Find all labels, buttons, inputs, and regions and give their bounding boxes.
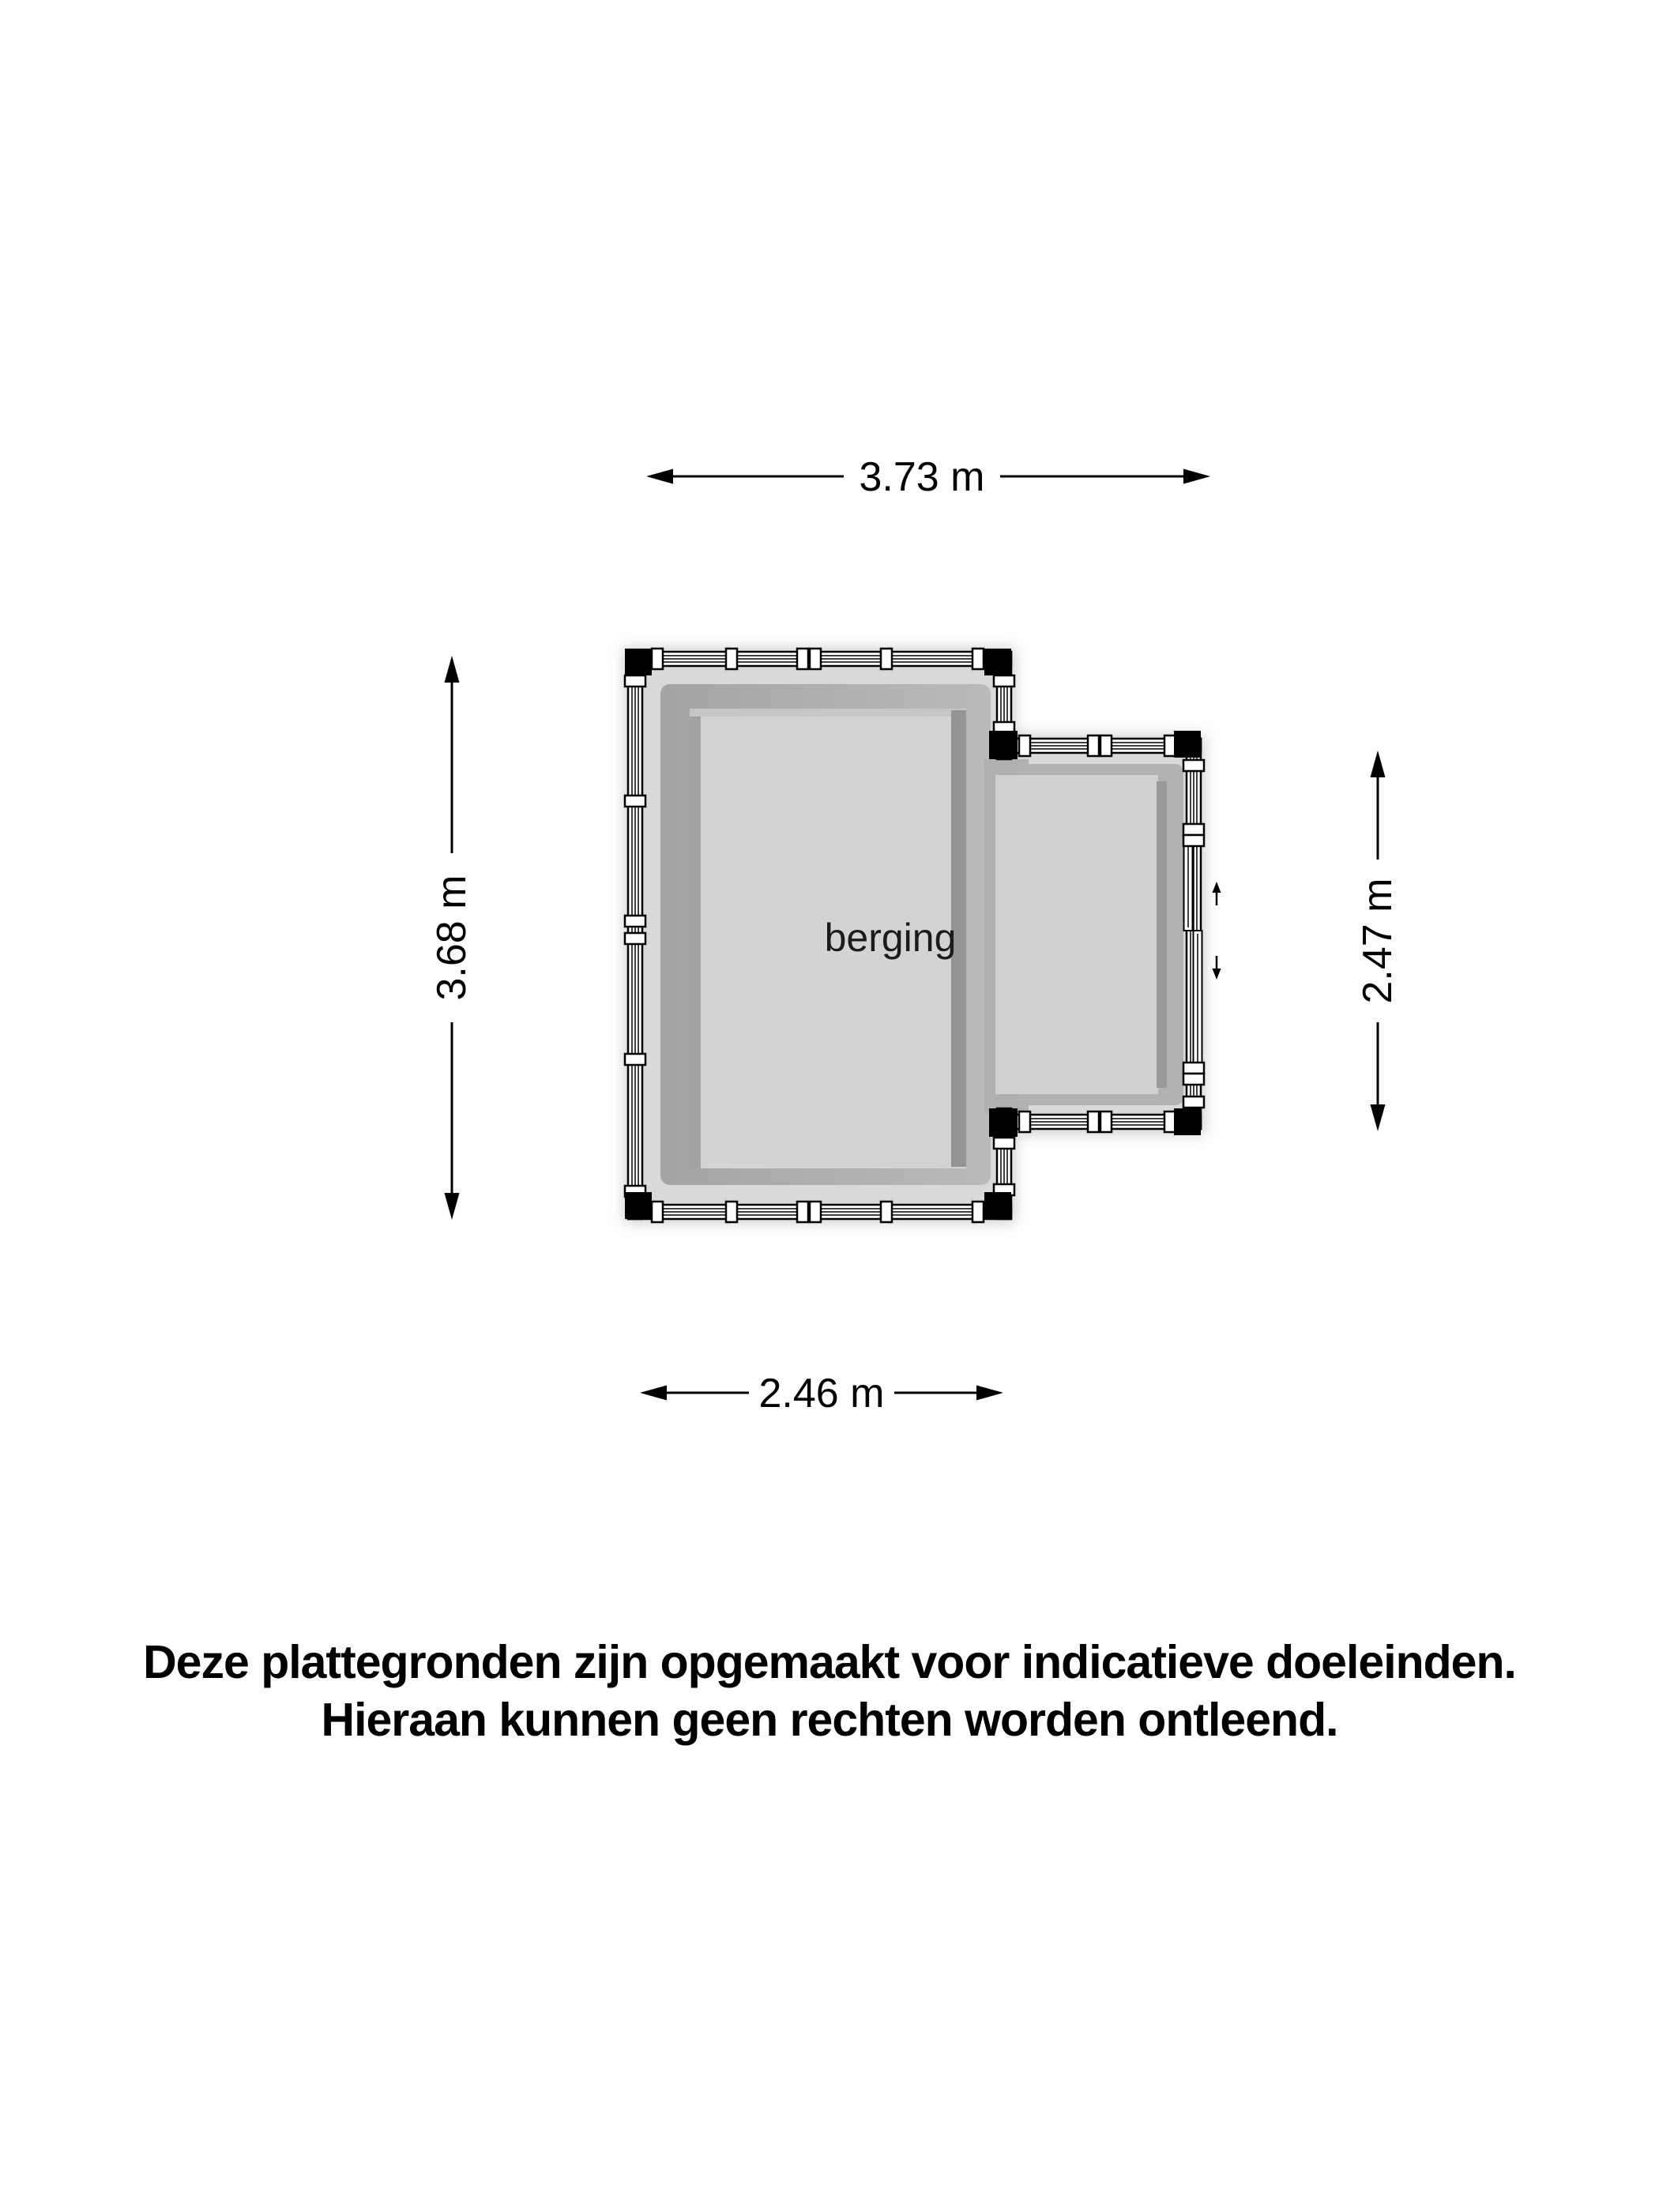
dimension-label-main-height: 3.68 m (429, 875, 475, 1001)
dimension-left (429, 656, 475, 1220)
corner-post (989, 1108, 1018, 1137)
corner-post (984, 1192, 1011, 1219)
corner-post (625, 649, 652, 675)
annex-floor-right-stripe (1157, 781, 1167, 1088)
annex-room-floor (984, 753, 1187, 1116)
corner-post (989, 731, 1018, 759)
door-slide-arrows (1213, 882, 1221, 980)
dimension-label-annex-height: 2.47 m (1355, 878, 1401, 1004)
dimension-label-total-width: 3.73 m (859, 454, 985, 500)
room-label: berging (824, 916, 957, 960)
dimension-bottom (640, 1371, 1003, 1416)
disclaimer-line-1: Deze plattegronden zijn opgemaakt voor indicatieve doeleinden. (143, 1636, 1516, 1688)
door-slide-up-arrow (1213, 882, 1221, 905)
annex-inner-floor (995, 775, 1158, 1094)
door-slide-down-arrow (1213, 956, 1221, 980)
corner-post (1174, 731, 1201, 758)
disclaimer-line-2: Hieraan kunnen geen rechten worden ontleend. (321, 1694, 1338, 1746)
corner-post (1174, 1108, 1201, 1135)
corner-post (625, 1192, 652, 1219)
disclaimer (0, 1634, 1659, 1749)
main-floor-left-stripe (690, 709, 701, 1168)
dimension-right (1355, 750, 1401, 1131)
dimension-top (646, 454, 1210, 500)
main-floor-top-shade (690, 709, 966, 717)
dimension-label-main-width: 2.46 m (758, 1371, 885, 1416)
corner-post (984, 649, 1011, 675)
